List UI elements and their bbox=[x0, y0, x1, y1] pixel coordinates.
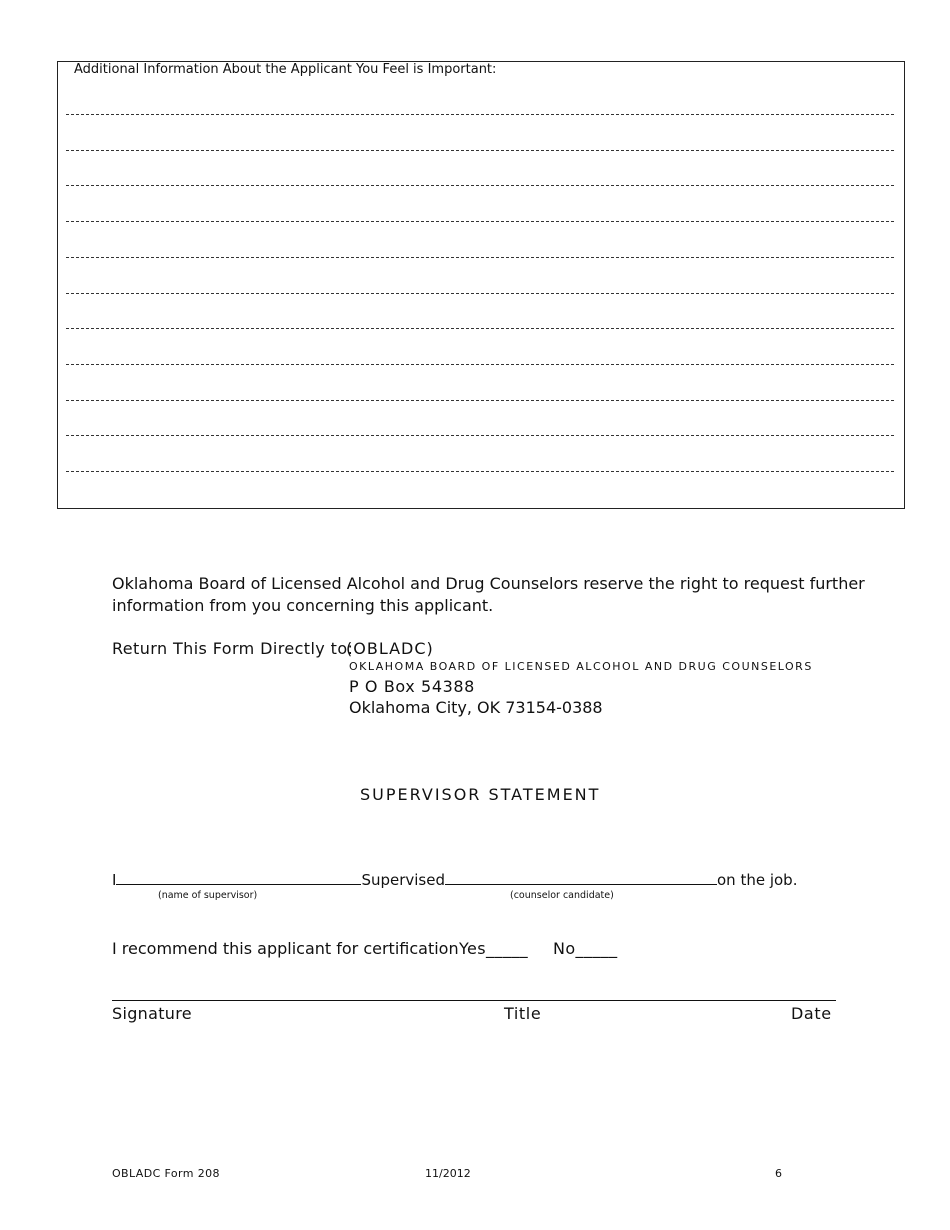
writing-line[interactable] bbox=[66, 185, 894, 186]
supervisor-name-field[interactable] bbox=[116, 870, 361, 885]
writing-line[interactable] bbox=[66, 114, 894, 115]
org-name: OKLAHOMA BOARD OF LICENSED ALCOHOL AND DRUG COUNSELORS bbox=[349, 660, 813, 673]
writing-line[interactable] bbox=[66, 150, 894, 151]
notice-line-2: information from you concerning this applicant. bbox=[112, 596, 494, 615]
signature-line[interactable] bbox=[112, 1000, 836, 1001]
candidate-name-field[interactable] bbox=[445, 870, 717, 885]
supervisor-statement-heading: SUPERVISOR STATEMENT bbox=[360, 785, 601, 804]
writing-line[interactable] bbox=[66, 400, 894, 401]
writing-line[interactable] bbox=[66, 364, 894, 365]
supervisor-caption: (name of supervisor) bbox=[158, 890, 258, 901]
on-job-label: on the job. bbox=[717, 871, 798, 889]
supervisor-sentence bbox=[112, 869, 797, 891]
supervised-label: Supervised bbox=[361, 871, 445, 889]
date-label: Date bbox=[791, 1004, 832, 1023]
i-label: I bbox=[112, 871, 117, 889]
footer-form-id: OBLADC Form 208 bbox=[112, 1167, 220, 1180]
signature-label: Signature bbox=[112, 1004, 192, 1023]
writing-line[interactable] bbox=[66, 257, 894, 258]
additional-info-box bbox=[57, 61, 905, 509]
yes-field[interactable]: Yes_____ bbox=[459, 939, 529, 958]
writing-line[interactable] bbox=[66, 293, 894, 294]
writing-line[interactable] bbox=[66, 435, 894, 436]
title-label: Title bbox=[504, 1004, 542, 1023]
no-field[interactable]: No_____ bbox=[553, 939, 618, 958]
return-label: Return This Form Directly to: bbox=[112, 639, 354, 658]
po-box: P O Box 54388 bbox=[349, 677, 475, 696]
city-line: Oklahoma City, OK 73154-0388 bbox=[349, 698, 603, 717]
recommend-text: I recommend this applicant for certification bbox=[112, 939, 459, 958]
footer-page-number: 6 bbox=[775, 1167, 782, 1180]
additional-info-label: Additional Information About the Applicant You Feel is Important: bbox=[74, 62, 497, 77]
footer-date: 11/2012 bbox=[425, 1167, 471, 1180]
writing-line[interactable] bbox=[66, 471, 894, 472]
writing-line[interactable] bbox=[66, 328, 894, 329]
return-abbrev: (OBLADC) bbox=[346, 639, 434, 658]
candidate-caption: (counselor candidate) bbox=[510, 890, 614, 901]
writing-line[interactable] bbox=[66, 221, 894, 222]
notice-line-1: Oklahoma Board of Licensed Alcohol and Drug Counselors reserve the right to request further bbox=[112, 574, 865, 593]
